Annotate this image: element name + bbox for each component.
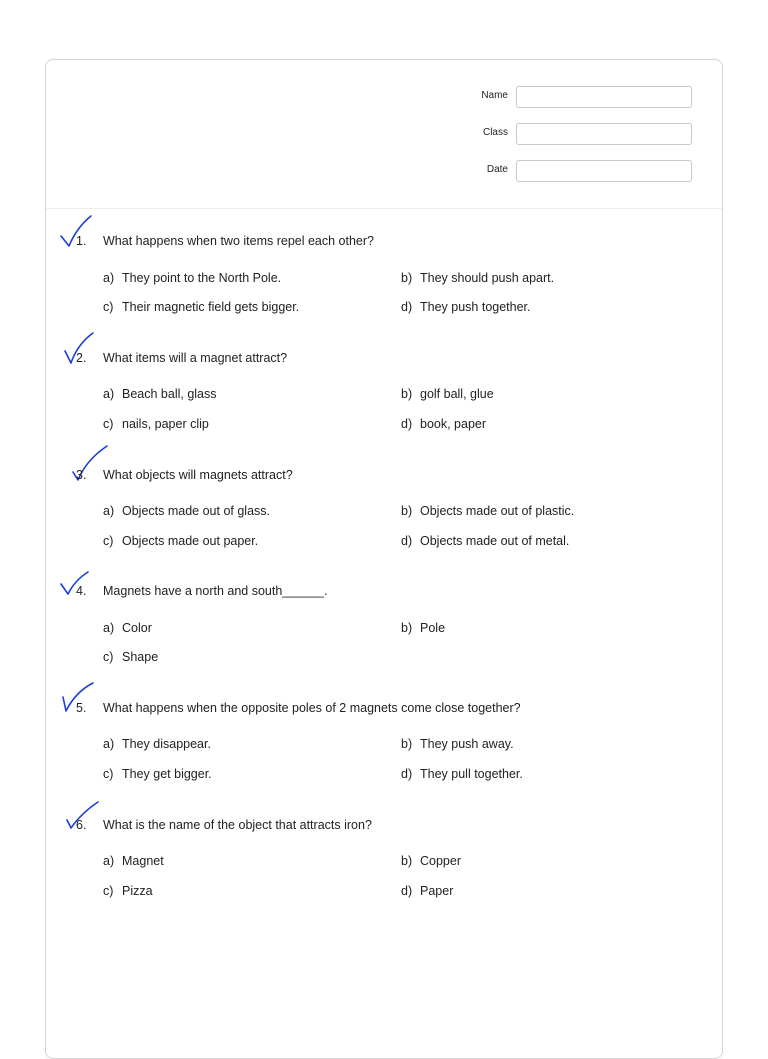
option-letter: c): [103, 534, 114, 548]
option-a[interactable]: [103, 621, 152, 635]
option-text: Objects made out of metal.: [420, 534, 570, 548]
question-text: What items will a magnet attract?: [103, 351, 288, 365]
option-c[interactable]: [103, 300, 299, 314]
option-d[interactable]: [401, 767, 523, 781]
option-text: Pizza: [122, 884, 153, 898]
option-text: Pole: [420, 621, 446, 635]
option-b[interactable]: [401, 854, 461, 868]
option-letter: d): [401, 534, 413, 548]
option-b[interactable]: [401, 387, 494, 401]
option-text: Objects made out of plastic.: [420, 504, 575, 518]
option-text: Color: [122, 621, 152, 635]
date-label: Date: [486, 164, 508, 175]
option-letter: a): [103, 271, 115, 285]
option-letter: b): [401, 387, 413, 401]
option-letter: a): [103, 621, 115, 635]
worksheet-page: [45, 59, 723, 1059]
option-text: Beach ball, glass: [122, 387, 217, 401]
option-letter: c): [103, 417, 114, 431]
option-letter: d): [401, 300, 413, 314]
option-letter: c): [103, 650, 114, 664]
question-number: 4.: [76, 584, 87, 598]
option-letter: d): [401, 884, 413, 898]
option-letter: b): [401, 854, 413, 868]
option-c[interactable]: [103, 417, 209, 431]
class-label: Class: [482, 127, 508, 138]
option-b[interactable]: [401, 737, 514, 751]
option-text: Copper: [420, 854, 461, 868]
name-field-row: [0, 86, 768, 108]
question-text: What is the name of the object that attracts iron?: [103, 818, 372, 832]
option-letter: a): [103, 737, 115, 751]
option-text: nails, paper clip: [122, 417, 209, 431]
option-b[interactable]: [401, 271, 554, 285]
option-text: They disappear.: [122, 737, 211, 751]
option-d[interactable]: [401, 300, 531, 314]
option-letter: d): [401, 417, 413, 431]
option-b[interactable]: [401, 504, 574, 518]
option-text: Objects made out of glass.: [122, 504, 270, 518]
option-d[interactable]: [401, 534, 569, 548]
option-text: Magnet: [122, 854, 164, 868]
question-number: 5.: [76, 701, 87, 715]
option-a[interactable]: [103, 737, 211, 751]
option-text: Shape: [122, 650, 159, 664]
name-field[interactable]: [516, 86, 692, 108]
option-text: They push together.: [420, 300, 531, 314]
question-text: What objects will magnets attract?: [103, 468, 293, 482]
name-label: Name: [481, 90, 508, 101]
option-d[interactable]: [401, 417, 486, 431]
option-text: They push away.: [420, 737, 514, 751]
option-text: Their magnetic field gets bigger.: [122, 300, 300, 314]
option-letter: b): [401, 737, 413, 751]
option-letter: b): [401, 271, 413, 285]
option-text: They should push apart.: [420, 271, 555, 285]
option-text: Paper: [420, 884, 454, 898]
question-number: 2.: [76, 351, 87, 365]
option-a[interactable]: [103, 504, 270, 518]
question-number: 1.: [76, 234, 87, 248]
date-field-row: [0, 160, 768, 182]
option-text: They pull together.: [420, 767, 523, 781]
option-b[interactable]: [401, 621, 445, 635]
option-letter: c): [103, 767, 114, 781]
date-field[interactable]: [516, 160, 692, 182]
option-c[interactable]: [103, 534, 258, 548]
option-letter: c): [103, 884, 114, 898]
class-field-row: [0, 123, 768, 145]
option-text: Objects made out paper.: [122, 534, 259, 548]
option-c[interactable]: [103, 767, 212, 781]
option-a[interactable]: [103, 387, 217, 401]
option-letter: a): [103, 387, 115, 401]
option-letter: b): [401, 504, 413, 518]
option-d[interactable]: [401, 884, 453, 898]
option-letter: a): [103, 854, 115, 868]
question-text: What happens when the opposite poles of 2 magnets come close together?: [103, 701, 521, 715]
option-text: book, paper: [420, 417, 487, 431]
option-c[interactable]: [103, 884, 153, 898]
class-field[interactable]: [516, 123, 692, 145]
option-text: golf ball, glue: [420, 387, 494, 401]
question-number: 6.: [76, 818, 87, 832]
option-letter: d): [401, 767, 413, 781]
option-letter: c): [103, 300, 114, 314]
option-text: They point to the North Pole.: [122, 271, 282, 285]
option-c[interactable]: [103, 650, 158, 664]
question-number: 3.: [76, 468, 87, 482]
option-letter: b): [401, 621, 413, 635]
option-letter: a): [103, 504, 115, 518]
option-a[interactable]: [103, 854, 164, 868]
question-text: Magnets have a north and south______.: [103, 584, 328, 598]
header-divider: [46, 208, 722, 209]
option-text: They get bigger.: [122, 767, 212, 781]
question-text: What happens when two items repel each other?: [103, 234, 374, 248]
option-a[interactable]: [103, 271, 281, 285]
